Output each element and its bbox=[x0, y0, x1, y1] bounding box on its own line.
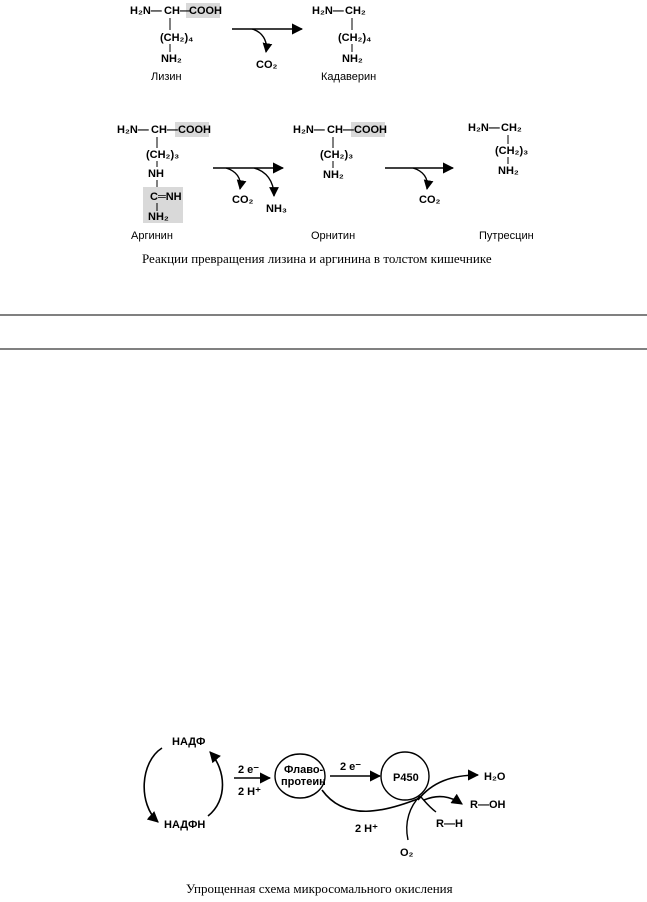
co2-release-arrow-1 bbox=[252, 29, 266, 52]
arginine-name: Аргинин bbox=[131, 230, 173, 242]
arginine-chain: (CH₂)₃ bbox=[146, 149, 180, 161]
co2-release-arrow-2 bbox=[226, 168, 240, 189]
nh3-label: NH₃ bbox=[266, 203, 287, 215]
nadph-label: НАДФН bbox=[164, 819, 206, 831]
electrons-label-2: 2 e⁻ bbox=[340, 761, 362, 773]
putrescine-h2n: H₂N— bbox=[468, 122, 500, 134]
p450-label: P450 bbox=[393, 772, 419, 784]
arginine-h2n: H₂N— bbox=[117, 124, 149, 136]
ornithine-nh2: NH₂ bbox=[323, 169, 344, 181]
arginine-nh: NH bbox=[148, 168, 164, 180]
flavoprotein-label-2: протеин bbox=[281, 776, 326, 788]
cadaverine-nh2: NH₂ bbox=[342, 53, 363, 65]
putrescine-structure bbox=[468, 122, 534, 242]
lysine-name: Лизин bbox=[151, 71, 182, 83]
water-label: H₂O bbox=[484, 771, 506, 783]
cadaverine-chain: (CH₂)₄ bbox=[338, 32, 372, 44]
co2-label-2: CO₂ bbox=[232, 194, 254, 206]
substrate-label: R—H bbox=[436, 818, 463, 830]
ornithine-structure bbox=[293, 122, 387, 242]
putrescine-ch2: CH₂ bbox=[501, 122, 522, 134]
arginine-structure bbox=[117, 122, 211, 242]
oxygen-label: O₂ bbox=[400, 847, 414, 859]
nh3-release-arrow bbox=[254, 168, 274, 196]
cadaverine-ch2: CH₂ bbox=[345, 5, 366, 17]
ornithine-ch: CH— bbox=[327, 124, 354, 136]
lysine-structure bbox=[130, 3, 222, 83]
ornithine-cooh: COOH bbox=[354, 124, 387, 136]
ornithine-h2n: H₂N— bbox=[293, 124, 325, 136]
lysine-h2n: H₂N— bbox=[130, 5, 162, 17]
arginine-guanidino: C═NH bbox=[150, 191, 182, 203]
co2-release-arrow-3 bbox=[413, 168, 427, 189]
nadp-reduction-arrow bbox=[144, 748, 162, 822]
nadp-label: НАДФ bbox=[172, 736, 206, 748]
figure-amino-acid-conversion bbox=[117, 3, 534, 266]
arginine-nh2: NH₂ bbox=[148, 211, 169, 223]
alcohol-label: R—OH bbox=[470, 799, 506, 811]
figure-microsomal-oxidation bbox=[144, 736, 506, 896]
putrescine-chain: (CH₂)₃ bbox=[495, 145, 529, 157]
lysine-chain: (CH₂)₄ bbox=[160, 32, 194, 44]
electrons-label-1: 2 e⁻ bbox=[238, 764, 260, 776]
co2-label-1: CO₂ bbox=[256, 59, 278, 71]
lysine-nh2: NH₂ bbox=[161, 53, 182, 65]
arginine-ch: CH— bbox=[151, 124, 178, 136]
cadaverine-name: Кадаверин bbox=[321, 71, 377, 83]
figure1-caption: Реакции превращения лизина и аргинина в толстом кишечнике bbox=[142, 251, 492, 266]
protons-label-1: 2 H⁺ bbox=[238, 786, 261, 798]
cadaverine-h2n: H₂N— bbox=[312, 5, 344, 17]
cadaverine-structure bbox=[312, 5, 376, 83]
lysine-ch: CH— bbox=[164, 5, 191, 17]
putrescine-nh2: NH₂ bbox=[498, 165, 519, 177]
protons-label-2: 2 H⁺ bbox=[355, 823, 378, 835]
nadph-oxidation-arrow bbox=[208, 752, 223, 816]
flavoprotein-label-1: Флаво- bbox=[284, 764, 324, 776]
arginine-cooh: COOH bbox=[178, 124, 211, 136]
alcohol-arrow bbox=[424, 797, 462, 804]
figure2-caption: Упрощенная схема микросомального окисления bbox=[186, 881, 453, 896]
ornithine-chain: (CH₂)₃ bbox=[320, 149, 354, 161]
co2-label-3: CO₂ bbox=[419, 194, 441, 206]
ornithine-name: Орнитин bbox=[311, 230, 356, 242]
putrescine-name: Путресцин bbox=[479, 230, 534, 242]
lysine-cooh: COOH bbox=[189, 5, 222, 17]
